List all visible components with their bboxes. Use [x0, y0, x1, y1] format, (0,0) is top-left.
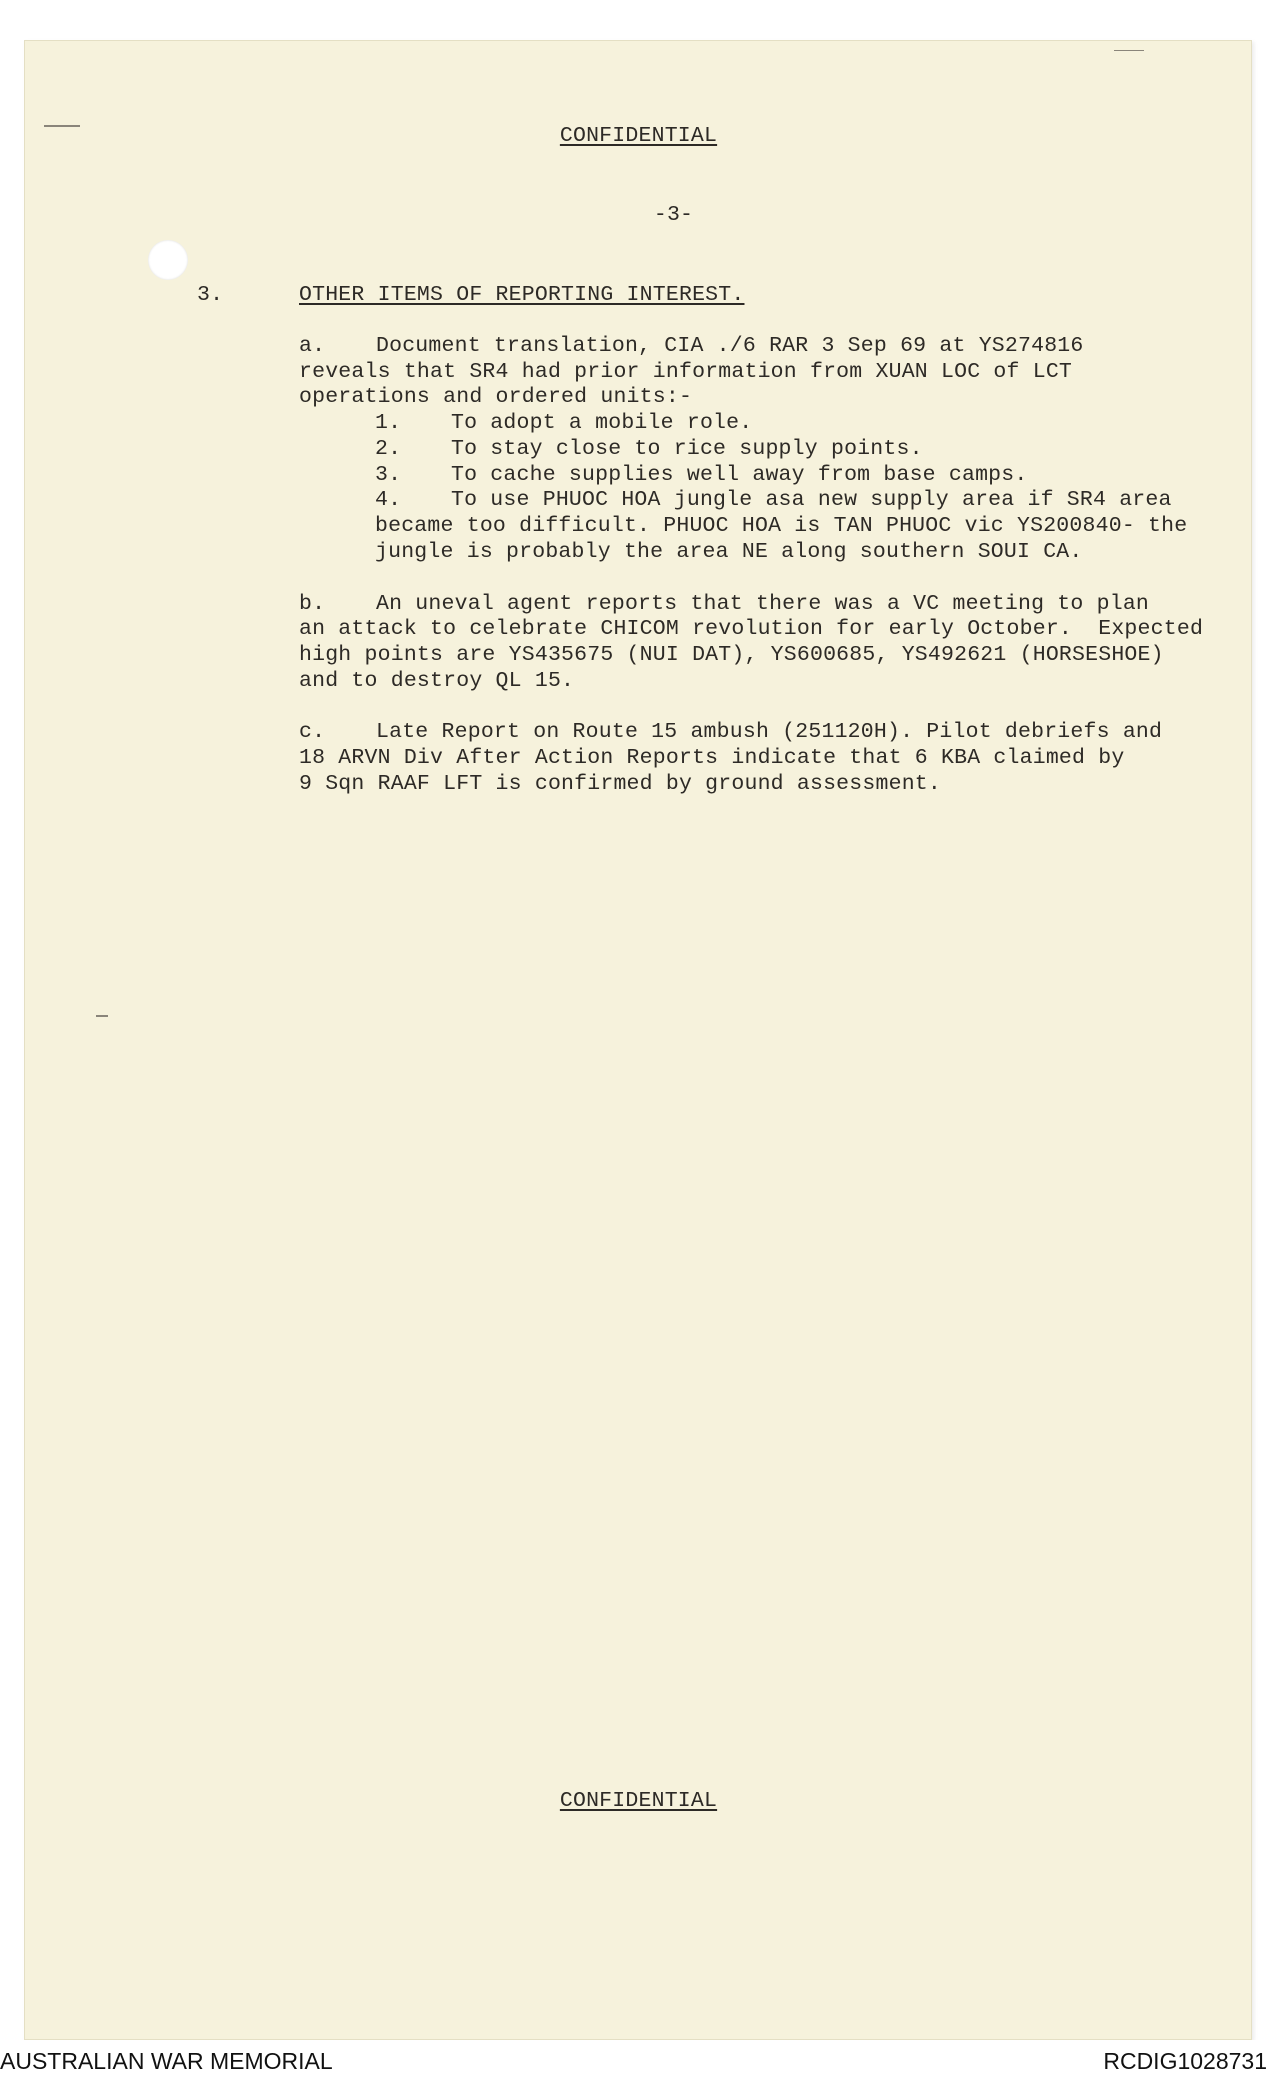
list-item-number: 1.	[375, 411, 402, 435]
section-number: 3.	[197, 283, 224, 307]
list-item-continuation: became too difficult. PHUOC HOA is TAN PHUOC vic YS200840- the	[375, 514, 1188, 538]
para-a-line: reveals that SR4 had prior information from XUAN LOC of LCT	[299, 360, 1073, 384]
para-c-line: 9 Sqn RAAF LFT is confirmed by ground assessment.	[299, 772, 942, 796]
paper-mark	[1114, 50, 1144, 51]
para-b-label: b.	[299, 592, 326, 616]
header-classification: CONFIDENTIAL	[559, 124, 718, 148]
punch-hole	[148, 240, 188, 280]
para-a-line: Document translation, CIA ./6 RAR 3 Sep 69 at YS274816	[376, 334, 1084, 358]
footer-classification: CONFIDENTIAL	[559, 1789, 718, 1813]
list-item-continuation: jungle is probably the area NE along southern SOUI CA.	[375, 540, 1083, 564]
archive-id: RCDIG1028731	[1103, 2048, 1267, 2074]
list-item-text: To cache supplies well away from base camps.	[451, 463, 1028, 487]
list-item-number: 3.	[375, 463, 402, 487]
para-a-line: operations and ordered units:-	[299, 385, 693, 409]
para-b-line: An uneval agent reports that there was a VC meeting to plan	[376, 592, 1150, 616]
list-item-number: 4.	[375, 488, 402, 512]
para-c-line: 18 ARVN Div After Action Reports indicate that 6 KBA claimed by	[299, 746, 1125, 770]
list-item-text: To stay close to rice supply points.	[451, 437, 923, 461]
archive-footer	[0, 2040, 1277, 2081]
list-item-text: To use PHUOC HOA jungle asa new supply area if SR4 area	[451, 488, 1172, 512]
para-b-line: high points are YS435675 (NUI DAT), YS600685, YS492621 (HORSESHOE)	[299, 643, 1164, 667]
para-c-label: c.	[299, 720, 326, 744]
section-title: OTHER ITEMS OF REPORTING INTEREST.	[299, 283, 745, 307]
page-number: -3-	[653, 203, 694, 227]
archive-source: AUSTRALIAN WAR MEMORIAL	[0, 2048, 333, 2074]
para-a-label: a.	[299, 334, 326, 358]
para-c-line: Late Report on Route 15 ambush (251120H). Pilot debriefs and	[376, 720, 1163, 744]
list-item-text: To adopt a mobile role.	[451, 411, 753, 435]
para-b-line: an attack to celebrate CHICOM revolution for early October. Expected	[299, 617, 1204, 641]
paper-mark	[96, 1015, 108, 1017]
list-item-number: 2.	[375, 437, 402, 461]
para-b-line: and to destroy QL 15.	[299, 669, 575, 693]
